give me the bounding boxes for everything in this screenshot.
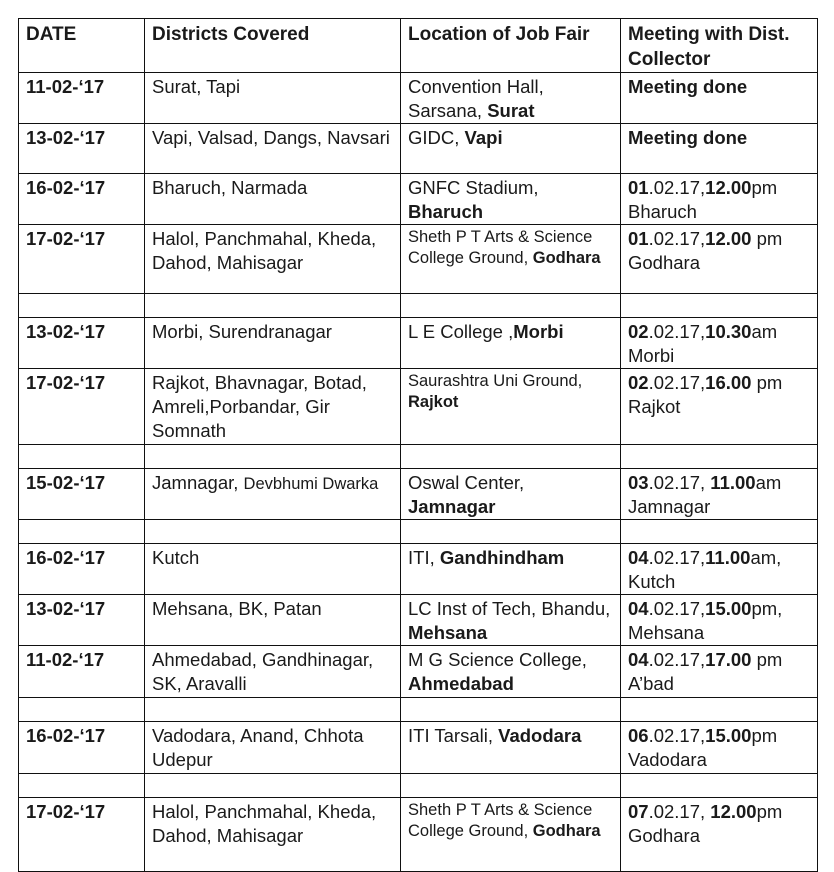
date-cell (19, 318, 145, 369)
spacer-cell (401, 520, 621, 544)
table-row (19, 646, 818, 698)
location-city: Bharuch (408, 201, 484, 222)
spacer-cell (621, 698, 818, 722)
date-text: 17-02-‘17 (26, 372, 106, 393)
location-cell (401, 595, 621, 646)
meeting-date-bold: 04 (628, 547, 649, 568)
date-cell (19, 798, 145, 872)
location-text: Sheth P T Arts & Science College Ground, (408, 801, 593, 840)
meeting-date-bold: 02 (628, 372, 649, 393)
location-city: Rajkot (408, 393, 459, 411)
date-cell (19, 469, 145, 520)
meeting-place-text: pm Rajkot (628, 372, 783, 417)
location-cell (401, 722, 621, 774)
date-cell (19, 369, 145, 445)
districts-small-text: Devbhumi Dwarka (243, 475, 379, 493)
table-row (19, 595, 818, 646)
districts-text: Ahmedabad, Gandhinagar, SK, Aravalli (152, 649, 374, 694)
spacer-cell (145, 774, 401, 798)
meeting-place-text: pm Godhara (628, 228, 783, 273)
districts-text: Halol, Panchmahal, Kheda, Dahod, Mahisagar (152, 801, 377, 846)
meeting-time-bold: 12.00 (710, 801, 757, 822)
districts-cell (145, 124, 401, 174)
date-text: 15-02-‘17 (26, 472, 106, 493)
meeting-cell (621, 369, 818, 445)
date-text: 16-02-‘17 (26, 177, 106, 198)
location-text: Oswal Center, (408, 472, 525, 493)
location-cell (401, 73, 621, 124)
table-row (19, 469, 818, 520)
meeting-date-bold: 03 (628, 472, 649, 493)
date-cell (19, 174, 145, 225)
districts-cell (145, 73, 401, 124)
location-text: GIDC, (408, 127, 465, 148)
districts-cell (145, 318, 401, 369)
districts-cell (145, 469, 401, 520)
spacer-cell (401, 774, 621, 798)
date-text: 11-02-‘17 (26, 76, 105, 97)
location-cell (401, 798, 621, 872)
districts-text: Jamnagar, (152, 472, 244, 493)
spacer-cell (621, 294, 818, 318)
meeting-cell (621, 73, 818, 124)
spacer-cell (621, 445, 818, 469)
location-city: Ahmedabad (408, 673, 514, 694)
meeting-time-bold: 16.00 (705, 372, 752, 393)
header-row (19, 19, 818, 73)
table-row (19, 174, 818, 225)
spacer-cell (621, 774, 818, 798)
spacer-cell (145, 698, 401, 722)
meeting-date-text: .02.17, (648, 547, 706, 568)
districts-text: Halol, Panchmahal, Kheda, Dahod, Mahisagar (152, 228, 377, 273)
meeting-place-text: pm A’bad (628, 649, 783, 694)
districts-text: Bharuch, Narmada (152, 177, 308, 198)
meeting-date-text: .02.17, (648, 801, 711, 822)
date-cell (19, 595, 145, 646)
meeting-date-bold: Meeting done (628, 76, 748, 97)
location-text: Saurashtra Uni Ground, (408, 372, 583, 390)
meeting-time-bold: 11.00 (705, 547, 751, 568)
districts-text: Morbi, Surendranagar (152, 321, 332, 342)
table-row (19, 318, 818, 369)
date-text: 16-02-‘17 (26, 547, 106, 568)
location-cell (401, 544, 621, 595)
spacer-cell (145, 445, 401, 469)
date-text: 11-02-‘17 (26, 649, 105, 670)
districts-text: Kutch (152, 547, 200, 568)
location-text: LC Inst of Tech, Bhandu, (408, 598, 611, 619)
districts-cell (145, 369, 401, 445)
table-row (19, 73, 818, 124)
location-city: Surat (487, 100, 535, 121)
job-fair-schedule-table (18, 18, 818, 872)
location-text: M G Science College, (408, 649, 587, 670)
meeting-date-text: .02.17, (648, 649, 706, 670)
location-city: Vapi (464, 127, 503, 148)
location-text: ITI Tarsali, (408, 725, 499, 746)
spacer-cell (401, 698, 621, 722)
meeting-cell (621, 318, 818, 369)
table-row (19, 722, 818, 774)
header-location: Location of Job Fair (401, 19, 621, 73)
meeting-time-bold: 12.00 (705, 228, 752, 249)
districts-cell (145, 174, 401, 225)
meeting-place-text: am Jamnagar (628, 472, 782, 517)
meeting-place-text: am, Kutch (628, 547, 782, 592)
meeting-place-text: am Morbi (628, 321, 778, 366)
spacer-row (19, 520, 818, 544)
location-cell (401, 469, 621, 520)
location-text: Sheth P T Arts & Science College Ground, (408, 228, 593, 267)
meeting-cell (621, 722, 818, 774)
spacer-row (19, 698, 818, 722)
districts-cell (145, 646, 401, 698)
date-cell (19, 124, 145, 174)
meeting-cell (621, 469, 818, 520)
meeting-cell (621, 544, 818, 595)
spacer-cell (19, 294, 145, 318)
districts-text: Vadodara, Anand, Chhota Udepur (152, 725, 364, 770)
districts-text: Mehsana, BK, Patan (152, 598, 322, 619)
table-row (19, 369, 818, 445)
location-city: Gandhindham (439, 547, 565, 568)
districts-text: Vapi, Valsad, Dangs, Navsari (152, 127, 390, 148)
spacer-cell (401, 445, 621, 469)
meeting-date-bold: 02 (628, 321, 649, 342)
location-cell (401, 646, 621, 698)
meeting-place-text: pm Vadodara (628, 725, 778, 770)
header-districts: Districts Covered (145, 19, 401, 73)
date-text: 13-02-‘17 (26, 321, 106, 342)
spacer-row (19, 774, 818, 798)
location-cell (401, 174, 621, 225)
meeting-date-bold: 04 (628, 649, 649, 670)
meeting-cell (621, 124, 818, 174)
meeting-time-bold: 10.30 (705, 321, 752, 342)
location-city: Vadodara (498, 725, 582, 746)
meeting-cell (621, 595, 818, 646)
districts-cell (145, 798, 401, 872)
meeting-cell (621, 646, 818, 698)
location-city: Godhara (532, 249, 601, 267)
spacer-cell (145, 520, 401, 544)
date-cell (19, 544, 145, 595)
table-row (19, 124, 818, 174)
table-row (19, 225, 818, 294)
meeting-date-bold: 04 (628, 598, 649, 619)
meeting-place-text: pm Bharuch (628, 177, 778, 222)
spacer-cell (145, 294, 401, 318)
districts-text: Rajkot, Bhavnagar, Botad, Amreli,Porbandar, Gir Somnath (152, 372, 367, 441)
date-text: 13-02-‘17 (26, 598, 106, 619)
meeting-cell (621, 798, 818, 872)
meeting-date-bold: Meeting done (628, 127, 748, 148)
meeting-time-bold: 11.00 (710, 472, 756, 493)
header-date: DATE (19, 19, 145, 73)
location-city: Godhara (532, 822, 601, 840)
meeting-date-text: .02.17, (648, 472, 711, 493)
meeting-date-text: .02.17, (648, 228, 706, 249)
location-cell (401, 225, 621, 294)
table-row (19, 544, 818, 595)
spacer-row (19, 445, 818, 469)
meeting-place-text: pm Godhara (628, 801, 783, 846)
meeting-date-text: .02.17, (648, 321, 706, 342)
date-text: 17-02-‘17 (26, 228, 106, 249)
meeting-date-text: .02.17, (648, 372, 706, 393)
spacer-cell (19, 698, 145, 722)
meeting-place-text: pm, Mehsana (628, 598, 783, 643)
spacer-row (19, 294, 818, 318)
date-cell (19, 225, 145, 294)
location-cell (401, 318, 621, 369)
meeting-date-bold: 06 (628, 725, 649, 746)
meeting-date-bold: 01 (628, 228, 649, 249)
date-cell (19, 722, 145, 774)
meeting-cell (621, 174, 818, 225)
meeting-time-bold: 15.00 (705, 725, 752, 746)
date-cell (19, 73, 145, 124)
location-city: Morbi (513, 321, 564, 342)
spacer-cell (401, 294, 621, 318)
location-city: Jamnagar (408, 496, 496, 517)
table-row (19, 798, 818, 872)
spacer-cell (19, 445, 145, 469)
date-text: 13-02-‘17 (26, 127, 106, 148)
location-text: GNFC Stadium, (408, 177, 539, 198)
table-body (19, 73, 818, 872)
meeting-date-text: .02.17, (648, 177, 706, 198)
districts-cell (145, 225, 401, 294)
location-text: L E College , (408, 321, 514, 342)
districts-text: Surat, Tapi (152, 76, 241, 97)
header-meeting: Meeting with Dist. Collector (621, 19, 818, 73)
location-text: ITI, (408, 547, 440, 568)
date-text: 16-02-‘17 (26, 725, 106, 746)
date-cell (19, 646, 145, 698)
spacer-cell (19, 520, 145, 544)
meeting-date-text: .02.17, (648, 598, 706, 619)
location-city: Mehsana (408, 622, 488, 643)
meeting-time-bold: 15.00 (705, 598, 752, 619)
meeting-date-bold: 01 (628, 177, 649, 198)
meeting-date-bold: 07 (628, 801, 649, 822)
spacer-cell (621, 520, 818, 544)
districts-cell (145, 595, 401, 646)
meeting-cell (621, 225, 818, 294)
location-cell (401, 124, 621, 174)
meeting-time-bold: 17.00 (705, 649, 752, 670)
meeting-date-text: .02.17, (648, 725, 706, 746)
location-cell (401, 369, 621, 445)
districts-cell (145, 544, 401, 595)
spacer-cell (19, 774, 145, 798)
districts-cell (145, 722, 401, 774)
location-text: Convention Hall, Sarsana, (408, 76, 544, 121)
meeting-time-bold: 12.00 (705, 177, 752, 198)
date-text: 17-02-‘17 (26, 801, 106, 822)
